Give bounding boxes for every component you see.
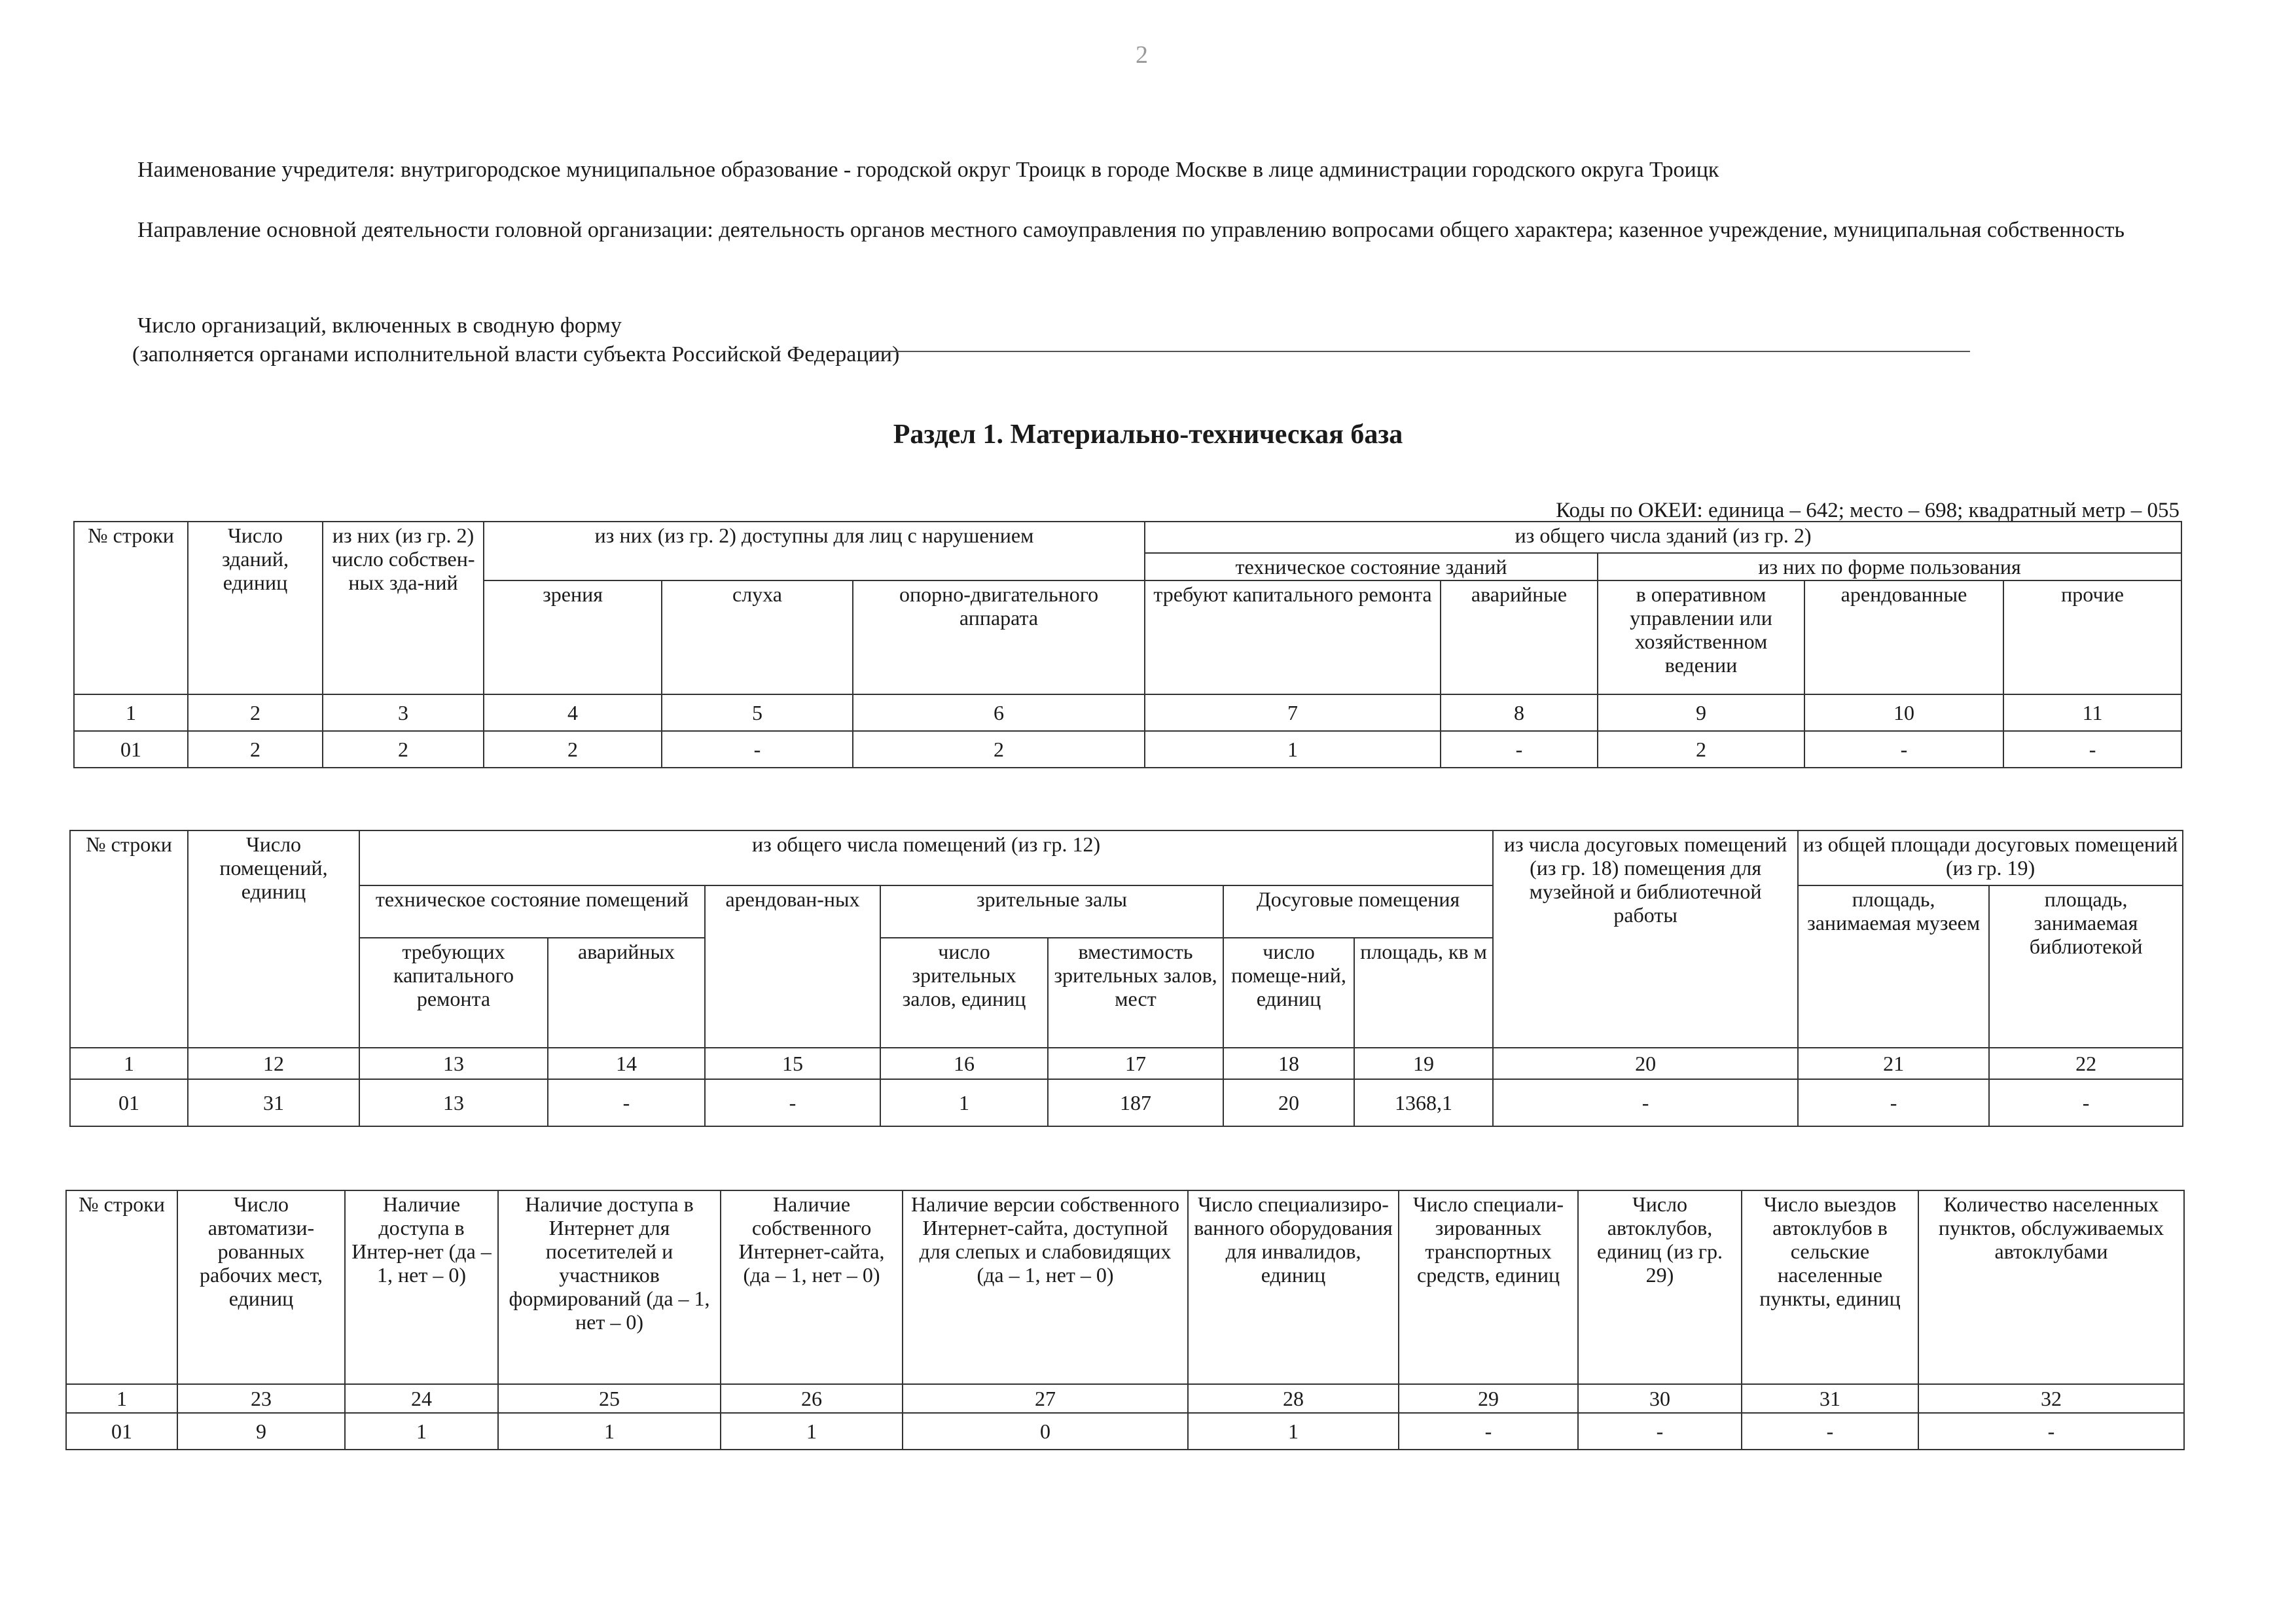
t2-number-row	[70, 1048, 2183, 1079]
t2-h-leisure: Досуговые помещения	[1223, 885, 1493, 938]
t3-col-number: 31	[1742, 1384, 1918, 1413]
t2-h-rented: арендован-ных	[705, 885, 880, 1048]
section-title: Раздел 1. Материально-техническая база	[893, 419, 1403, 450]
t2-col-number: 21	[1798, 1048, 1989, 1079]
t2-h-rooms: Число помещений, единиц	[188, 830, 359, 1048]
t2-col-number: 20	[1493, 1048, 1798, 1079]
activity-line	[72, 216, 2166, 245]
t2-value-cell: 187	[1048, 1079, 1223, 1126]
t1-h-use: из них по форме пользования	[1598, 553, 2181, 580]
t1-col-number: 5	[662, 694, 853, 731]
t2-value-cell: 01	[70, 1079, 188, 1126]
t2-h-tech: техническое состояние помещений	[359, 885, 705, 938]
t1-col-number: 3	[323, 694, 484, 731]
t1-h-rented: арендованные	[1804, 580, 2003, 694]
t2-h-halls: зрительные залы	[880, 885, 1223, 938]
t2-col-number: 15	[705, 1048, 880, 1079]
t2-value-cell: 1	[880, 1079, 1048, 1126]
org-count-note: (заполняется органами исполнительной власти субъекта Российской Федерации)	[132, 342, 900, 366]
t3-number-row	[66, 1384, 2184, 1413]
fill-line	[870, 351, 1970, 352]
t3-h-trips: Число выездов автоклубов в сельские населенные пункты, единиц	[1742, 1190, 1918, 1384]
t1-h-total: из общего числа зданий (из гр. 2)	[1145, 522, 2181, 553]
t1-value-cell: 1	[1145, 731, 1441, 768]
t3-value-cell: 01	[66, 1413, 177, 1450]
t3-col-number: 26	[721, 1384, 903, 1413]
t3-col-number: 28	[1188, 1384, 1399, 1413]
t3-col-number: 23	[177, 1384, 345, 1413]
org-count-line	[72, 312, 2166, 340]
t2-col-number: 16	[880, 1048, 1048, 1079]
t1-col-number: 6	[853, 694, 1145, 731]
page-number: 2	[1136, 41, 1148, 69]
t1-value-cell: -	[662, 731, 853, 768]
t2-value-cell: 13	[359, 1079, 548, 1126]
t3-h-internet: Наличие доступа в Интер-нет (да – 1, нет – 0)	[345, 1190, 498, 1384]
t3-h-settlements: Количество населенных пунктов, обслуживаемых автоклубами	[1918, 1190, 2184, 1384]
t1-value-cell: -	[1441, 731, 1598, 768]
t3-col-number: 29	[1399, 1384, 1578, 1413]
t3-col-number: 1	[66, 1384, 177, 1413]
t1-value-cell: 2	[1598, 731, 1804, 768]
t3-value-cell: -	[1742, 1413, 1918, 1450]
t1-h-emergency: аварийные	[1441, 580, 1598, 694]
t1-value-cell: 2	[853, 731, 1145, 768]
t1-h-buildings: Число зданий, единиц	[188, 522, 323, 694]
t3-col-number: 25	[498, 1384, 721, 1413]
org-count-note-line	[72, 340, 2166, 369]
t1-number-row	[74, 694, 2181, 731]
t1-value-cell: 2	[484, 731, 662, 768]
t1-value-row	[74, 731, 2181, 768]
t1-value-cell: 2	[188, 731, 323, 768]
t2-h-total: из общего числа помещений (из гр. 12)	[359, 830, 1493, 885]
t1-h-motor: опорно-двигательного аппарата	[853, 580, 1145, 694]
t3-value-cell: 1	[721, 1413, 903, 1450]
t2-col-number: 13	[359, 1048, 548, 1079]
t3-value-cell: -	[1578, 1413, 1742, 1450]
table-rooms	[69, 830, 2183, 1127]
t2-value-row	[70, 1079, 2183, 1126]
t3-value-cell: -	[1918, 1413, 2184, 1450]
t1-col-number: 4	[484, 694, 662, 731]
t3-col-number: 32	[1918, 1384, 2184, 1413]
t3-value-cell: 1	[1188, 1413, 1399, 1450]
t1-value-cell: -	[2003, 731, 2181, 768]
t2-value-cell: -	[1493, 1079, 1798, 1126]
t1-h-capital: требуют капитального ремонта	[1145, 580, 1441, 694]
t2-col-number: 18	[1223, 1048, 1354, 1079]
t2-value-cell: 20	[1223, 1079, 1354, 1126]
t2-value-cell: -	[1989, 1079, 2183, 1126]
t2-value-cell: -	[548, 1079, 705, 1126]
t3-h-blind-site: Наличие версии собственного Интернет-сайта, доступной для слепых и слабовидящих (да – 1, нет – 0)	[903, 1190, 1188, 1384]
t1-value-cell: 2	[323, 731, 484, 768]
t1-col-number: 7	[1145, 694, 1441, 731]
t1-col-number: 11	[2003, 694, 2181, 731]
t1-h-tech: техническое состояние зданий	[1145, 553, 1598, 580]
t1-h-own: из них (из гр. 2) число собствен-ных зда-ний	[323, 522, 484, 694]
t2-value-cell: -	[1798, 1079, 1989, 1126]
t1-h-hearing: слуха	[662, 580, 853, 694]
t1-col-number: 9	[1598, 694, 1804, 731]
t1-h-other: прочие	[2003, 580, 2181, 694]
t1-value-cell: 01	[74, 731, 188, 768]
t2-col-number: 17	[1048, 1048, 1223, 1079]
t1-h-access: из них (из гр. 2) доступны для лиц с нарушением	[484, 522, 1145, 580]
t2-h-leisure-count: число помеще-ний, единиц	[1223, 938, 1354, 1048]
t1-col-number: 8	[1441, 694, 1598, 731]
t2-h-museum-area: площадь, занимаемая музеем	[1798, 885, 1989, 1048]
t3-h-special-equipment: Число специализиро-ванного оборудования для инвалидов, единиц	[1188, 1190, 1399, 1384]
t2-col-number: 19	[1354, 1048, 1493, 1079]
t3-col-number: 30	[1578, 1384, 1742, 1413]
t2-col-number: 12	[188, 1048, 359, 1079]
table-technical	[65, 1190, 2185, 1450]
t2-value-cell: 31	[188, 1079, 359, 1126]
t1-col-number: 2	[188, 694, 323, 731]
t1-col-number: 10	[1804, 694, 2003, 731]
t2-h-capital: требующих капитального ремонта	[359, 938, 548, 1048]
t2-h-area-share: из общей площади досуговых помещений (из гр. 19)	[1798, 830, 2183, 885]
t3-col-number: 27	[903, 1384, 1188, 1413]
t3-col-number: 24	[345, 1384, 498, 1413]
founder-text: Наименование учредителя: внутригородское муниципальное образование - городской округ Троицк в городе Москве в лице администрации городского округа Троицк	[137, 158, 1719, 182]
t1-h-no: № строки	[74, 522, 188, 694]
t3-h-workplaces: Число автоматизи-рованных рабочих мест, единиц	[177, 1190, 345, 1384]
t2-h-museum-lib: из числа досуговых помещений (из гр. 18) помещения для музейной и библиотечной работы	[1493, 830, 1798, 1048]
t3-h-autoclubs: Число автоклубов, единиц (из гр. 29)	[1578, 1190, 1742, 1384]
founder-line	[72, 156, 2166, 185]
t3-h-vehicles: Число специали-зированных транспортных средств, единиц	[1399, 1190, 1578, 1384]
t1-h-operative: в оперативном управлении или хозяйственном ведении	[1598, 580, 1804, 694]
t2-h-leisure-area: площадь, кв м	[1354, 938, 1493, 1048]
t3-value-cell: 1	[498, 1413, 721, 1450]
t2-h-halls-count: число зрительных залов, единиц	[880, 938, 1048, 1048]
t2-col-number: 14	[548, 1048, 705, 1079]
activity-text: Направление основной деятельности головной организации: деятельность органов местного самоуправления по управлению вопросами общего характера; казенное учреждение, муниципальная собственность	[137, 218, 2125, 242]
t2-value-cell: -	[705, 1079, 880, 1126]
t3-h-no: № строки	[66, 1190, 177, 1384]
t3-value-cell: -	[1399, 1413, 1578, 1450]
t2-value-cell: 1368,1	[1354, 1079, 1493, 1126]
t3-value-row	[66, 1413, 2184, 1450]
t1-col-number: 1	[74, 694, 188, 731]
t3-h-internet-visitors: Наличие доступа в Интернет для посетителей и участников формирований (да – 1, нет – 0)	[498, 1190, 721, 1384]
t2-h-emergency: аварийных	[548, 938, 705, 1048]
t2-h-halls-capacity: вместимость зрительных залов, мест	[1048, 938, 1223, 1048]
org-count-label: Число организаций, включенных в сводную форму	[137, 313, 622, 338]
okei-codes: Коды по ОКЕИ: единица – 642; место – 698; квадратный метр – 055	[1556, 499, 2179, 522]
table-buildings	[73, 521, 2182, 768]
t1-value-cell: -	[1804, 731, 2003, 768]
t1-h-vision: зрения	[484, 580, 662, 694]
t3-value-cell: 1	[345, 1413, 498, 1450]
t2-col-number: 1	[70, 1048, 188, 1079]
t3-value-cell: 0	[903, 1413, 1188, 1450]
t2-h-library-area: площадь, занимаемая библиотекой	[1989, 885, 2183, 1048]
t3-h-website: Наличие собственного Интернет-сайта, (да – 1, нет – 0)	[721, 1190, 903, 1384]
t2-h-no: № строки	[70, 830, 188, 1048]
t3-value-cell: 9	[177, 1413, 345, 1450]
t2-col-number: 22	[1989, 1048, 2183, 1079]
